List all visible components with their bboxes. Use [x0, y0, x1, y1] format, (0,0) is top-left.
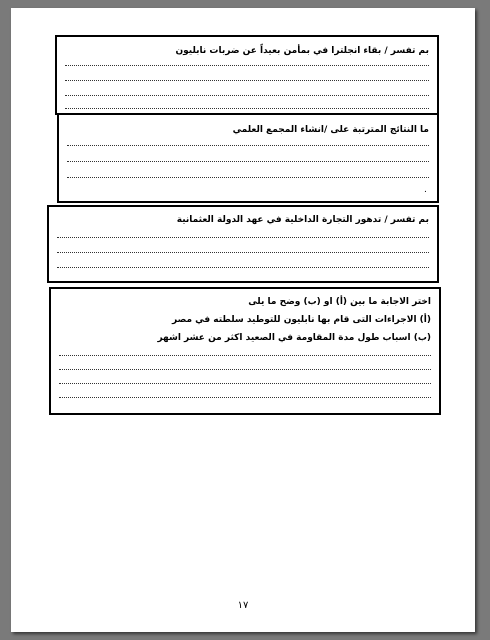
- answer-line: [65, 95, 429, 96]
- answer-line: [65, 65, 429, 66]
- question-box-3: [47, 205, 439, 283]
- answer-line: [59, 397, 431, 398]
- answer-line: [67, 145, 429, 146]
- question-4-instruction: اختر الاجابة ما بين (أ) او (ب) وضح ما يلى: [248, 297, 431, 307]
- page-number: ١٧: [237, 600, 249, 611]
- question-box-2: [57, 113, 439, 203]
- answer-line: [65, 108, 429, 109]
- question-3-text: بم تفسر / تدهور التجارة الداخلية في عهد الدولة العثمانية: [176, 215, 429, 225]
- answer-line: [57, 252, 429, 253]
- answer-line: [67, 177, 429, 178]
- question-4-option-a: (أ) الاجراءات التى قام بها نابليون للتوطيد سلطته في مصر: [171, 315, 431, 325]
- answer-line: [65, 80, 429, 81]
- stray-dot: .: [424, 185, 427, 195]
- answer-line: [59, 369, 431, 370]
- answer-line: [67, 161, 429, 162]
- question-box-1: [55, 35, 439, 115]
- answer-line: [57, 237, 429, 238]
- answer-line: [59, 355, 431, 356]
- question-1-text: بم تفسر / بقاء انجلترا في بمأمن بعيداً عن ضربات نابليون: [175, 46, 429, 56]
- question-2-text: ما النتائج المترتبة على /انشاء المجمع العلمي: [232, 125, 429, 135]
- answer-line: [57, 267, 429, 268]
- question-box-4: [49, 287, 441, 415]
- answer-line: [59, 383, 431, 384]
- document-page: [11, 8, 475, 632]
- question-4-option-b: (ب) اسباب طول مدة المقاومة في الصعيد اكثر من عشر اشهر: [157, 333, 431, 343]
